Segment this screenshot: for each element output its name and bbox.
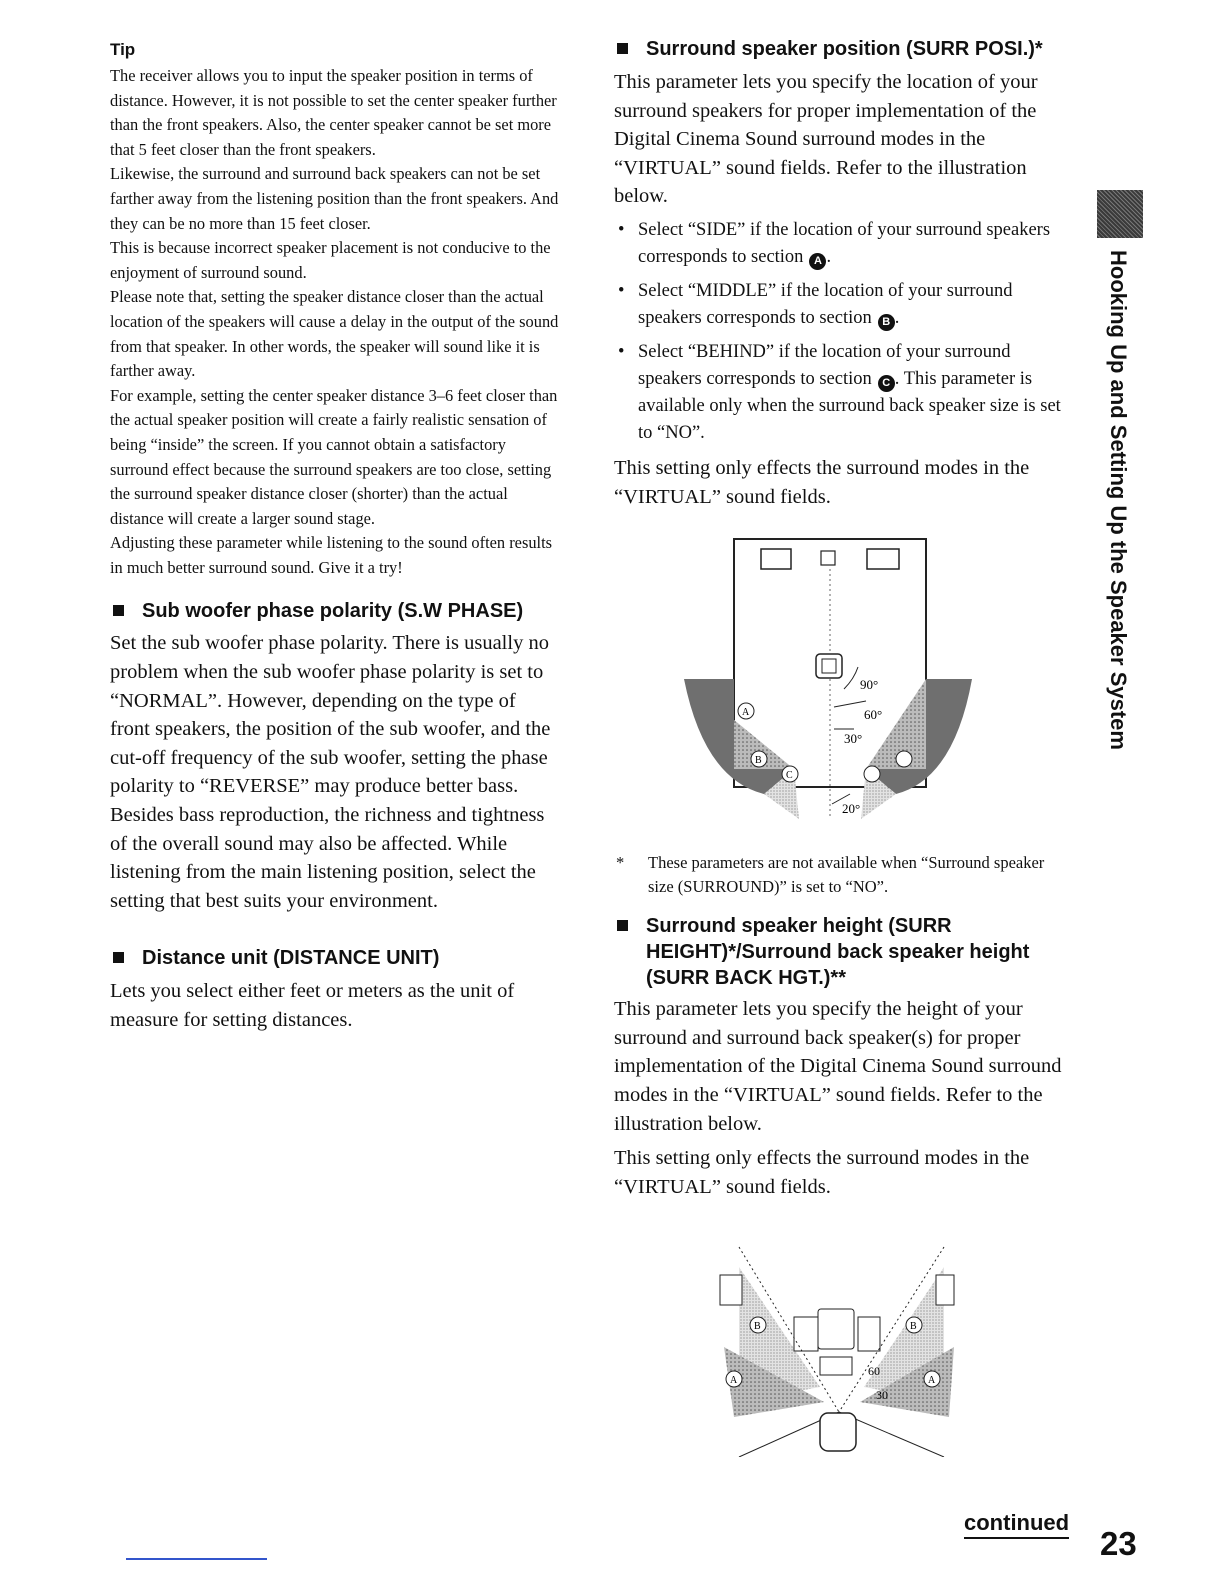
option-middle: • Select “MIDDLE” if the location of your surround speakers corresponds to section B . [614, 278, 1064, 332]
marker-c-icon: C [878, 375, 895, 392]
surr-posi-after: This setting only effects the surround modes in the “VIRTUAL” sound fields. [614, 456, 1030, 508]
square-bullet-icon [113, 605, 124, 616]
right-column [614, 36, 1064, 1457]
tip-paragraph: For example, setting the center speaker distance 3–6 feet closer than the actual speaker position will create a fairly realistic sensation of being “inside” the screen. If you cannot obtain a satisfactory surround effect because the surround speakers are too close, setting the surround speaker distance closer (shorter) than the actual distance will create a larger sound stage. [110, 385, 558, 528]
surr-height-body: This parameter lets you specify the height of your surround and surround back speaker(s) for proper implementation of the Digital Cinema Sound surround modes in the “VIRTUAL” sound fields. Refer to the illustration below. [614, 998, 1062, 1135]
square-bullet-icon [617, 43, 628, 54]
continued-label: continued [964, 1510, 1069, 1539]
angle-label: 20° [842, 801, 861, 817]
surr-height-after: This setting only effects the surround modes in the “VIRTUAL” sound fields. [614, 1147, 1030, 1198]
surr-height-heading: Surround speaker height (SURR HEIGHT)*/Surround back speaker height (SURR BACK HGT.)** [614, 913, 1064, 991]
tip-paragraph: This is because incorrect speaker placement is not conducive to the enjoyment of surround sound. [110, 238, 551, 282]
surr-posi-heading: Surround speaker position (SURR POSI.)* [614, 36, 1064, 62]
surround-height-diagram [614, 1217, 1064, 1457]
tip-paragraph: Please note that, setting the speaker distance closer than the actual location of the speakers will cause a delay in the output of the sound from that speaker. In other words, the speaker will sound like it is farther away. [110, 287, 559, 381]
option-behind: • Select “BEHIND” if the location of your surround speakers corresponds to section C . This parameter is available only when the surround back speaker size is set to “NO”. [618, 341, 1061, 443]
tip-paragraph: Likewise, the surround and surround back speakers can not be set farther away from the listening position than the front speakers. And they can be no more than 15 feet closer. [110, 164, 559, 233]
angle-label: 30 [876, 1388, 888, 1403]
tip-paragraph: Adjusting these parameter while listening to the sound often results in much better surround sound. Give it a try! [110, 533, 553, 577]
tip-heading: Tip [110, 40, 136, 59]
square-bullet-icon [617, 920, 628, 931]
sw-phase-heading: Sub woofer phase polarity (S.W PHASE) [110, 598, 560, 624]
diagram-marker: A [742, 707, 750, 719]
distance-unit-heading: Distance unit (DISTANCE UNIT) [110, 945, 560, 971]
surr-posi-body: This parameter lets you specify the location of your surround speakers for proper implementation of the Digital Cinema Sound surround modes in the “VIRTUAL” sound fields. Refer to the illustration below. [614, 71, 1038, 208]
marker-a-icon: A [809, 253, 826, 270]
sw-phase-body: Set the sub woofer phase polarity. There is usually no problem when the sub woofer phase polarity is set to “NORMAL”. However, depending on the type of front speakers, the position of the sub woofer, and the cut-off frequency of the sub woofer, setting the phase polarity to “REVERSE” may produce better bass. Besides bass reproduction, the richness and tightness of the overall sound may also be affected. While listening from the main listening position, select the setting that best suits your environment. [110, 632, 551, 912]
angle-label: 60° [864, 707, 883, 723]
diagram-marker: A [928, 1375, 936, 1387]
sidebar-tab-marker [1097, 190, 1143, 238]
distance-unit-body: Lets you select either feet or meters as the unit of measure for setting distances. [110, 980, 515, 1031]
sidebar-section-label: Hooking Up and Setting Up the Speaker System [1106, 250, 1131, 750]
angle-label: 60 [868, 1364, 880, 1379]
angle-label: 30° [844, 731, 863, 747]
diagram-marker: B [910, 1321, 917, 1333]
surr-posi-options [614, 217, 1064, 447]
diagram-marker: A [730, 1375, 738, 1387]
angle-label: 90° [860, 677, 879, 693]
marker-b-icon: B [878, 314, 895, 331]
footnote: * These parameters are not available when “Surround speaker size (SURROUND)” is set to “NO”. [616, 853, 1045, 897]
diagram-marker: B [755, 755, 762, 767]
surround-position-diagram [614, 529, 1064, 829]
option-side: • Select “SIDE” if the location of your surround speakers corresponds to section A . [614, 217, 1064, 271]
square-bullet-icon [113, 952, 124, 963]
tip-paragraph: The receiver allows you to input the speaker position in terms of distance. However, it is not possible to set the center speaker further than the front speakers. Also, the center speaker cannot be set more that 5 feet closer than the front speakers. [110, 66, 557, 159]
diagram-marker: C [786, 770, 793, 782]
page-number: 23 [1100, 1525, 1137, 1562]
left-column [110, 40, 560, 1035]
diagram-marker: B [754, 1321, 761, 1333]
bottom-rule [126, 1558, 267, 1560]
